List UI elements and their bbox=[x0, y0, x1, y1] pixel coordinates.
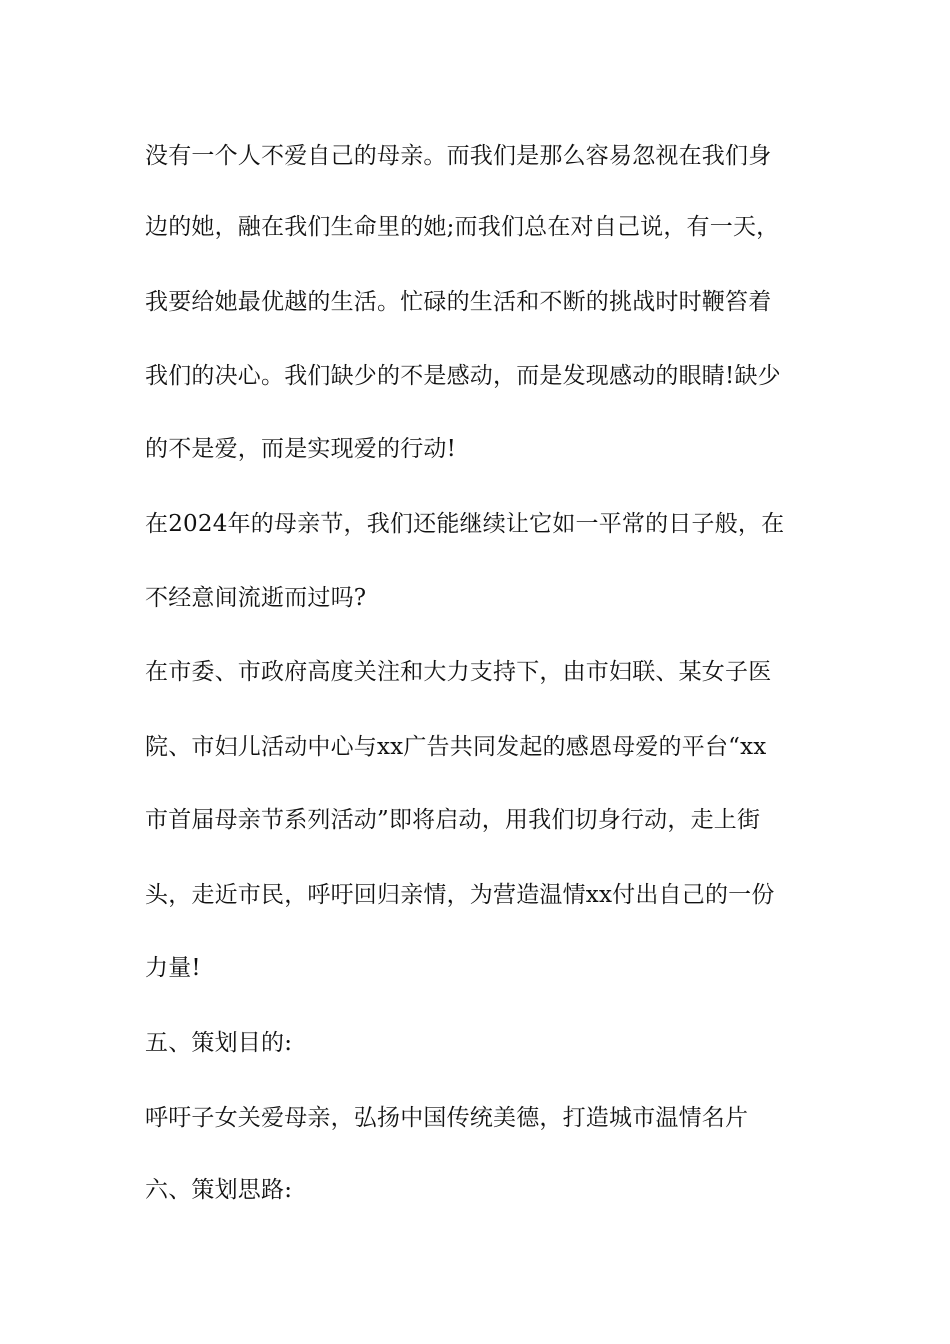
paragraph-line: 呼吁子女关爱母亲，弘扬中国传统美德，打造城市温情名片 bbox=[145, 1105, 749, 1131]
paragraph-line: 我要给她最优越的生活。忙碌的生活和不断的挑战时时鞭笞着 bbox=[145, 289, 772, 315]
paragraph-line: 市首届母亲节系列活动”即将启动，用我们切身行动，走上街 bbox=[145, 807, 761, 833]
paragraph-line: 在市委、市政府高度关注和大力支持下，由市妇联、某女子医 bbox=[145, 659, 772, 685]
paragraph-line: 在2024年的母亲节，我们还能继续让它如一平常的日子般，在 bbox=[145, 511, 785, 537]
paragraph-line: 头，走近市民，呼吁回归亲情，为营造温情xx付出自己的一份 bbox=[145, 882, 775, 908]
paragraph-line: 我们的决心。我们缺少的不是感动，而是发现感动的眼睛!缺少 bbox=[145, 363, 781, 389]
paragraph-line: 的不是爱，而是实现爱的行动! bbox=[145, 436, 457, 462]
section-heading: 五、策划目的: bbox=[145, 1030, 293, 1056]
paragraph-line: 边的她，融在我们生命里的她;而我们总在对自己说，有一天， bbox=[145, 214, 780, 240]
section-heading: 六、策划思路: bbox=[145, 1177, 293, 1203]
paragraph-line: 力量! bbox=[145, 955, 201, 981]
paragraph-line: 没有一个人不爱自己的母亲。而我们是那么容易忽视在我们身 bbox=[145, 143, 772, 169]
paragraph-line: 院、市妇儿活动中心与xx广告共同发起的感恩母爱的平台“xx bbox=[145, 734, 767, 760]
paragraph-line: 不经意间流逝而过吗? bbox=[145, 585, 367, 611]
